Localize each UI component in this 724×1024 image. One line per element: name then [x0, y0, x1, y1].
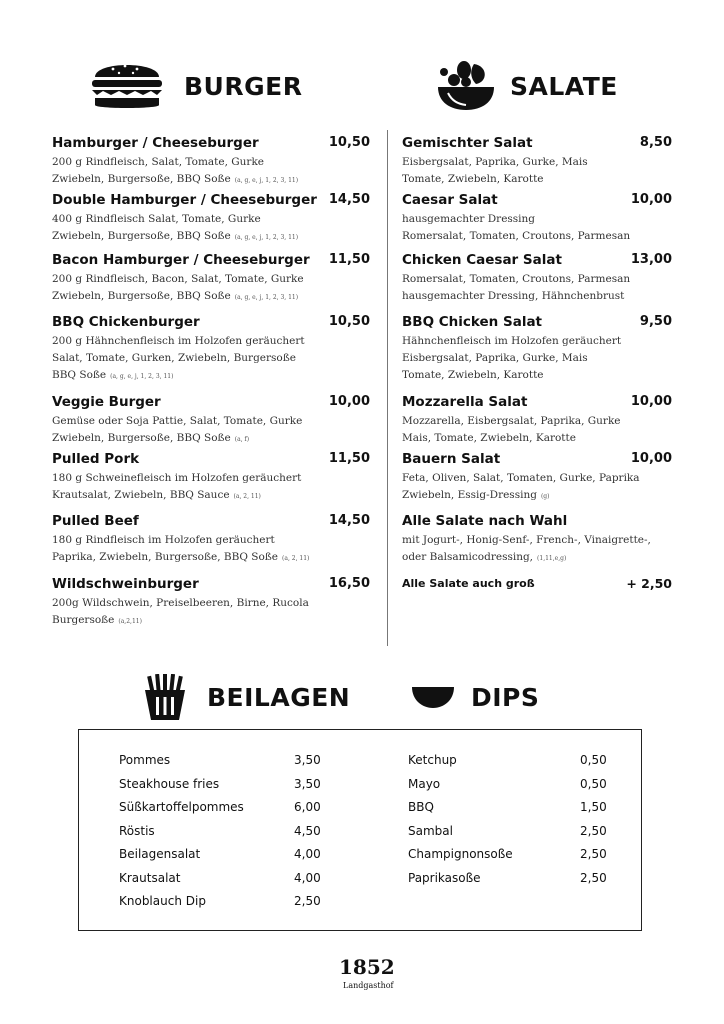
footer-subtitle: Landgasthof [343, 981, 394, 990]
salad-bowl-icon [436, 60, 496, 112]
side-item-name: Sambal [408, 823, 453, 838]
description-text: 200 g Rindfleisch, Bacon, Salat, Tomate, Gurke [52, 273, 304, 285]
description-text: Hähnchenfleisch im Holzofen geräuchert [402, 335, 622, 347]
side-item-price: 3,50 [294, 753, 321, 767]
menu-item-description [402, 470, 640, 487]
menu-item-description [52, 271, 304, 288]
side-item-name: Paprikasoße [408, 870, 481, 885]
menu-item-description [52, 228, 298, 246]
side-item-price: 0,50 [580, 776, 607, 791]
description-text: Gemüse oder Soja Pattie, Salat, Tomate, Gurke [52, 415, 303, 427]
side-item-name: Mayo [408, 776, 441, 791]
menu-item-name: Caesar Salat [402, 192, 498, 208]
description-text: oder Balsamicodressing, [402, 551, 534, 563]
footer-logo: 1852 [339, 955, 395, 979]
menu-item-price: 11,50 [328, 451, 370, 466]
side-item-name: Röstis [119, 823, 155, 838]
side-item-price: 0,50 [580, 753, 607, 767]
side-item-name: Beilagensalat [119, 847, 201, 861]
side-item-price: 2,50 [294, 894, 321, 908]
menu-item-name: Pulled Beef [52, 513, 139, 529]
menu-item-price: 10,50 [328, 135, 370, 150]
menu-item-description [402, 413, 621, 430]
menu-item-description [402, 532, 651, 549]
allergen-codes: (1,11,e,g) [537, 555, 567, 562]
column-divider [387, 130, 388, 646]
menu-item-description [402, 171, 544, 188]
salads-large-row [402, 577, 672, 593]
description-text: Burgersoße [52, 614, 115, 626]
menu-item-description [402, 549, 566, 567]
allergen-codes: (a, 2, 11) [233, 493, 261, 500]
menu-item-description [52, 413, 302, 430]
description-text: Mais, Tomate, Zwiebeln, Karotte [402, 432, 576, 444]
menu-item-name: BBQ Chickenburger [52, 314, 200, 330]
side-item-price: 4,00 [294, 870, 321, 885]
side-item-price: 6,00 [294, 800, 321, 814]
menu-item-description [52, 595, 309, 612]
menu-item-description [52, 350, 296, 367]
side-item-price: 2,50 [580, 823, 607, 838]
menu-item-description [402, 228, 630, 245]
fries-icon [143, 674, 187, 720]
description-text: 200g Wildschwein, Preiselbeeren, Birne, Rucola [52, 597, 309, 609]
menu-item-price: 11,50 [328, 252, 370, 267]
side-item-name: Süßkartoffelpommes [119, 800, 244, 814]
menu-item-name: Pulled Pork [52, 451, 140, 467]
menu-item-name: BBQ Chicken Salat [402, 314, 543, 330]
allergen-codes: (a, f) [234, 436, 250, 443]
burger-icon [91, 55, 163, 111]
menu-item-price: 9,50 [639, 314, 672, 329]
description-text: Tomate, Zwiebeln, Karotte [402, 369, 544, 381]
menu-item-price: 16,50 [328, 576, 370, 591]
side-item-price: 3,50 [294, 776, 321, 791]
allergen-codes: (a, g, e, j, 1, 2, 3, 11) [234, 234, 299, 241]
menu-item-name: Double Hamburger / Cheeseburger [52, 192, 317, 208]
menu-item-description [402, 288, 624, 305]
description-text: 200 g Rindfleisch, Salat, Tomate, Gurke [52, 156, 265, 168]
description-text: Eisbergsalat, Paprika, Gurke, Mais [402, 352, 588, 364]
allergen-codes: (a, g, e, j, 1, 2, 3, 11) [234, 177, 299, 184]
description-text: Romersalat, Tomaten, Croutons, Parmesan [402, 273, 631, 285]
allergen-codes: (g) [540, 493, 550, 500]
side-item-price: 1,50 [580, 800, 607, 814]
menu-item-description [52, 367, 173, 385]
menu-item-description [52, 288, 298, 306]
menu-item-name: Hamburger / Cheeseburger [52, 135, 259, 151]
description-text: 180 g Rindfleisch im Holzofen geräuchert [52, 534, 275, 546]
menu-item-description [402, 333, 621, 350]
menu-item-price: 10,00 [630, 192, 672, 207]
menu-item-name: Gemischter Salat [402, 135, 533, 151]
description-text: 400 g Rindfleisch Salat, Tomate, Gurke [52, 213, 261, 225]
menu-item-description [52, 487, 261, 505]
dip-bowl-icon [412, 686, 454, 710]
side-item-price: 2,50 [580, 870, 607, 885]
menu-item-name: Chicken Caesar Salat [402, 252, 562, 268]
section-title-salate: SALATE [510, 72, 618, 101]
menu-item-description [52, 532, 275, 549]
description-text: Salat, Tomate, Gurken, Zwiebeln, Burgersoße [52, 352, 296, 364]
allergen-codes: (a, 2, 11) [282, 555, 310, 562]
description-text: 180 g Schweinefleisch im Holzofen geräuchert [52, 472, 302, 484]
menu-item-description [52, 549, 309, 567]
description-text: 200 g Hähnchenfleisch im Holzofen geräuchert [52, 335, 305, 347]
menu-item-description [52, 612, 142, 630]
menu-item-description [402, 271, 630, 288]
menu-item-description [402, 430, 576, 447]
menu-item-description [52, 333, 305, 350]
allergen-codes: (a, g, e, j, 1, 2, 3, 11) [234, 294, 299, 301]
salads-large-price: + 2,50 [626, 576, 672, 591]
description-text: Romersalat, Tomaten, Croutons, Parmesan [402, 230, 631, 242]
menu-item-price: 8,50 [639, 135, 672, 150]
side-item-name: Knoblauch Dip [119, 894, 206, 908]
description-text: Tomate, Zwiebeln, Karotte [402, 173, 544, 185]
menu-item-price: 14,50 [328, 192, 370, 207]
allergen-codes: (a, g, e, j, 1, 2, 3, 11) [110, 373, 174, 380]
menu-item-description [402, 487, 549, 505]
allergen-codes: (a,2,11) [118, 618, 142, 625]
menu-item-description [52, 211, 261, 228]
side-item-price: 4,50 [294, 823, 321, 838]
side-item-name: Krautsalat [119, 870, 181, 885]
salads-large-label: Alle Salate auch groß [402, 577, 535, 590]
menu-item-description [52, 171, 298, 189]
side-item-price: 4,00 [294, 847, 321, 861]
menu-item-price: 10,00 [630, 451, 672, 466]
menu-item-description [52, 430, 249, 448]
description-text: Zwiebeln, Burgersoße, BBQ Soße [52, 173, 231, 185]
description-text: Feta, Oliven, Salat, Tomaten, Gurke, Paprika [402, 472, 640, 484]
side-item-name: Steakhouse fries [119, 776, 220, 791]
description-text: Paprika, Zwiebeln, Burgersoße, BBQ Soße [52, 551, 279, 563]
description-text: Zwiebeln, Essig-Dressing [402, 489, 537, 501]
menu-item-description [402, 350, 588, 367]
description-text: Mozzarella, Eisbergsalat, Paprika, Gurke [402, 415, 621, 427]
description-text: mit Jogurt-, Honig-Senf-, French-, Vinaigrette-, [402, 534, 651, 546]
menu-item-description [402, 367, 544, 384]
menu-item-name: Alle Salate nach Wahl [402, 513, 568, 529]
menu-item-description [402, 154, 588, 171]
description-text: hausgemachter Dressing, Hähnchenbrust [402, 290, 625, 302]
menu-item-name: Veggie Burger [52, 394, 161, 410]
menu-item-name: Bauern Salat [402, 451, 501, 467]
menu-item-name: Wildschweinburger [52, 576, 199, 592]
section-title-dips: DIPS [471, 683, 540, 712]
description-text: hausgemachter Dressing [402, 213, 536, 225]
menu-item-description [52, 470, 301, 487]
menu-item-description [52, 154, 264, 171]
description-text: BBQ Soße [52, 369, 107, 381]
description-text: Eisbergsalat, Paprika, Gurke, Mais [402, 156, 588, 168]
description-text: Zwiebeln, Burgersoße, BBQ Soße [52, 230, 231, 242]
description-text: Zwiebeln, Burgersoße, BBQ Soße [52, 290, 231, 302]
side-item-name: BBQ [408, 800, 434, 814]
side-item-price: 2,50 [580, 847, 607, 861]
menu-item-name: Bacon Hamburger / Cheeseburger [52, 252, 310, 268]
menu-item-price: 14,50 [328, 513, 370, 528]
side-item-name: Champignonsoße [408, 847, 513, 861]
description-text: Krautsalat, Zwiebeln, BBQ Sauce [52, 489, 230, 501]
menu-item-price: 10,50 [328, 314, 370, 329]
menu-item-description [402, 211, 535, 228]
description-text: Zwiebeln, Burgersoße, BBQ Soße [52, 432, 231, 444]
side-item-name: Pommes [119, 753, 171, 767]
side-item-name: Ketchup [408, 753, 457, 767]
section-title-beilagen: BEILAGEN [207, 683, 351, 712]
menu-item-price: 13,00 [630, 252, 672, 267]
menu-item-price: 10,00 [630, 394, 672, 409]
menu-item-name: Mozzarella Salat [402, 394, 528, 410]
section-title-burger: BURGER [184, 72, 303, 101]
menu-item-price: 10,00 [328, 394, 370, 409]
